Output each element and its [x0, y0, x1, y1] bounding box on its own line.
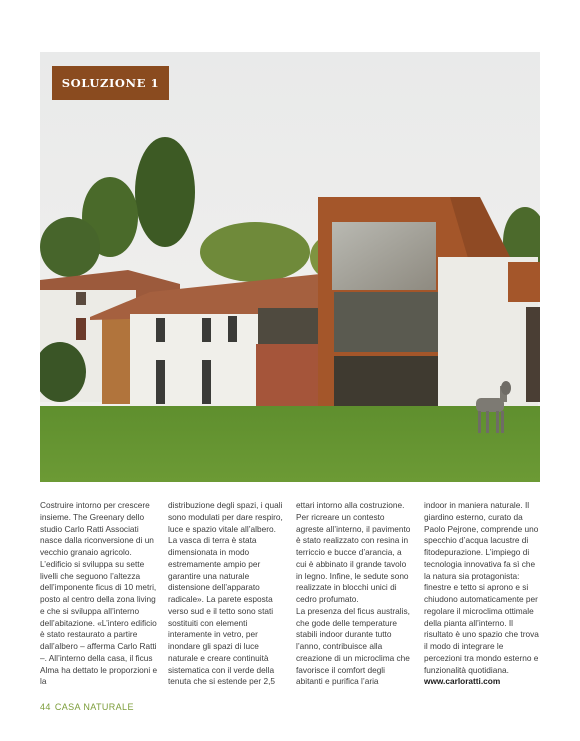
- article-paragraph: distribuzione degli spazi, i quali sono modulati per dare respiro, luce e spazio vitale all’albero. La vasca di terra è stata dimensionata in modo estremamente ampio per garantire una naturale distensione dell’apparato radicale». La parete esposta verso sud e il tetto sono stati sostituiti con elementi interamente in vetro, per inondare gli spazi di luce naturale e creare continuità sistematica con il verde della tenuta che si estende per 2,5: [168, 500, 283, 687]
- article-column-1: [40, 500, 158, 688]
- page-footer: [40, 702, 134, 712]
- article-column-4: [424, 500, 542, 688]
- article-paragraph: ettari intorno alla costruzione. Per ricreare un contesto agreste all’interno, il pavimento è stato realizzato con resina in terriccio e bucce d’arancia, a cui è abbinato il grande tavolo in legno. Infine, le sedute sono realizzate in blocchi unici di cedro profumato.: [296, 500, 411, 604]
- article-column-3: [296, 500, 414, 688]
- article-paragraph: Costruire intorno per crescere insieme. The Greenary dello studio Carlo Ratti Associati nasce dalla riconversione di un vecchio granaio agricolo. L’edificio si sviluppa su sette livelli che seguono l’altezza dell’imponente ficus di 10 metri, posto al centro della zona living e che si sviluppa all’interno dell’abitazione. «L’intero edificio è stato restaurato a partire dall’albero – afferma Carlo Ratti –. All’interno della casa, il ficus Alma ha dettato le proporzioni e la: [40, 500, 158, 687]
- website-link[interactable]: www.carloratti.com: [424, 676, 501, 687]
- page-number: 44: [40, 702, 51, 712]
- article-column-2: [168, 500, 286, 688]
- solution-badge: SOLUZIONE 1: [52, 66, 169, 100]
- article-paragraph: indoor in maniera naturale. Il giardino esterno, curato da Paolo Pejrone, comprende uno specchio d’acqua lacustre di fitodepurazione. L’impiego di tecnologia innovativa fa sì che la natura sia protagonista: finestre e tetto si aprono e si chiudono automaticamente per regolare il microclima ottimale della pianta all’interno. Il risultato è uno spazio che trova il modo di integrare le percezioni tra mondo esterno e funzionalità quotidiana.: [424, 500, 539, 675]
- magazine-name: CASA NATURALE: [54, 702, 134, 712]
- hero-photo: [40, 52, 540, 482]
- article-body: [40, 500, 540, 698]
- article-paragraph: La presenza del ficus australis, che gode delle temperature stabili indoor durante tutto l’anno, contribuisce alla creazione di un microclima che favorisce il comfort degli abitanti e purifica l’aria: [296, 605, 410, 687]
